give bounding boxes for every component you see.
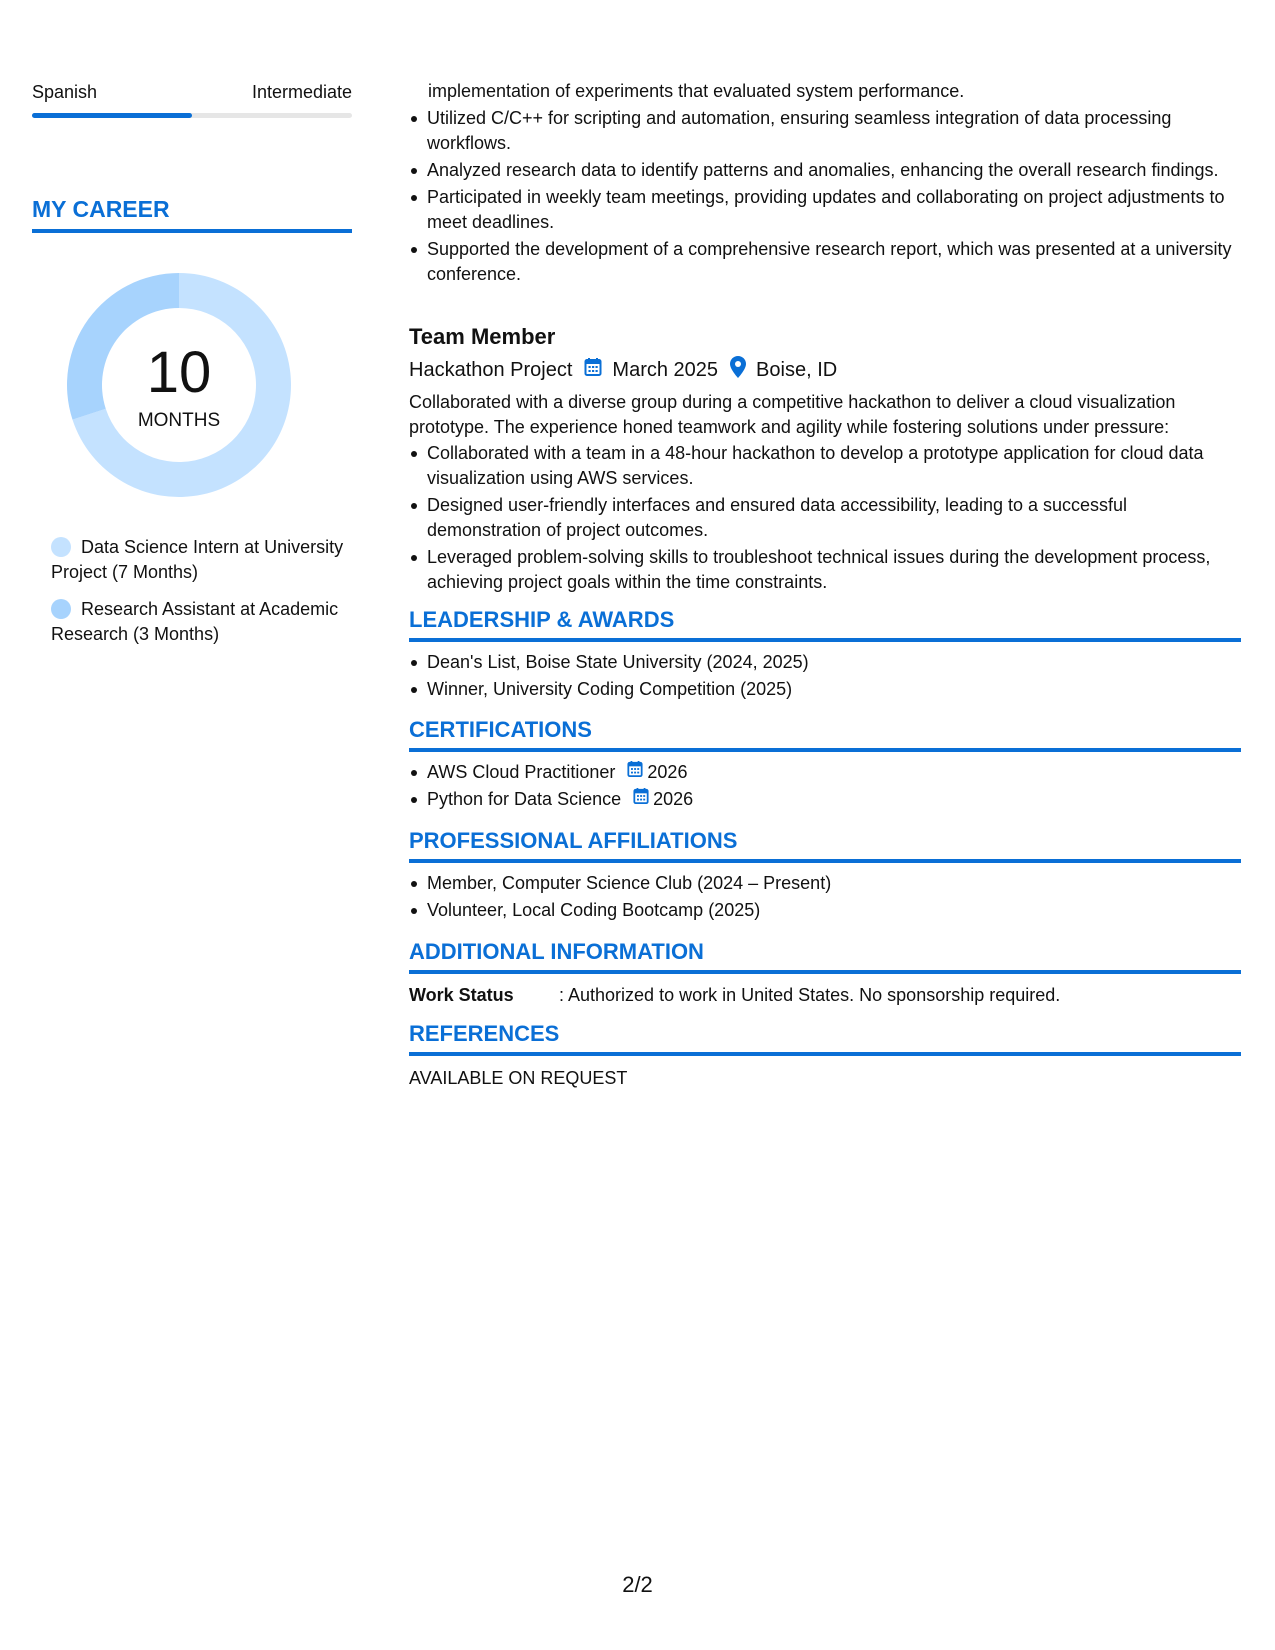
references-heading: REFERENCES [409, 1021, 1241, 1056]
additional-info-heading: ADDITIONAL INFORMATION [409, 939, 1241, 974]
career-total-number: 10 [146, 340, 212, 405]
list-item: Dean's List, Boise State University (2024, 2025) [427, 650, 1239, 675]
list-item: Designed user-friendly interfaces and ensured data accessibility, leading to a successful demonstration of project outcomes. [427, 493, 1239, 543]
job-title: Team Member [409, 324, 556, 349]
cert-name: Python for Data Science [427, 789, 622, 809]
calendar-icon [584, 357, 602, 383]
list-item: Participated in weekly team meetings, providing updates and collaborating on project adjustments to meet deadlines. [427, 185, 1239, 235]
calendar-icon [633, 787, 649, 812]
language-row [32, 82, 352, 103]
language-proficiency-fill [32, 113, 192, 118]
leadership-heading: LEADERSHIP & AWARDS [409, 607, 1241, 642]
legend-dot [51, 599, 71, 619]
list-item: Utilized C/C++ for scripting and automation, ensuring seamless integration of data processing workflows. [427, 106, 1239, 156]
job-meta [409, 356, 837, 384]
career-total-unit: MONTHS [137, 410, 221, 431]
career-legend-item [51, 535, 351, 585]
career-legend-text: Data Science Intern at University Project (7 Months) [51, 537, 344, 582]
job-summary: Collaborated with a diverse group during a competitive hackathon to deliver a cloud visualization prototype. The experience honed teamwork and agility while fostering solutions under pressure: [409, 392, 1176, 437]
list-item: Analyzed research data to identify patterns and anomalies, enhancing the overall research findings. [427, 158, 1239, 183]
job-location: Boise, ID [756, 358, 838, 381]
language-level: Intermediate [251, 82, 352, 102]
cert-year: 2026 [647, 762, 688, 782]
page-number: 2/2 [622, 1572, 653, 1597]
location-pin-icon [730, 356, 746, 384]
cert-year: 2026 [653, 789, 694, 809]
work-status-row [409, 985, 1060, 1006]
work-status-label: Work Status [409, 985, 514, 1005]
affiliations-heading: PROFESSIONAL AFFILIATIONS [409, 828, 1241, 863]
references-text: AVAILABLE ON REQUEST [409, 1068, 628, 1088]
list-item: Supported the development of a comprehensive research report, which was presented at a university conference. [427, 237, 1239, 287]
language-name: Spanish [32, 82, 98, 102]
list-item: Member, Computer Science Club (2024 – Present) [427, 871, 1239, 896]
calendar-icon [627, 760, 643, 785]
list-item [427, 760, 1239, 785]
career-heading: MY CAREER [32, 196, 352, 233]
list-item: Volunteer, Local Coding Bootcamp (2025) [427, 898, 1239, 923]
job-company: Hackathon Project [409, 358, 573, 381]
team-job-bullets [409, 441, 1239, 597]
career-donut-chart [66, 272, 292, 498]
language-proficiency-bar [32, 113, 352, 118]
certifications-list [409, 760, 1239, 814]
list-item: Leveraged problem-solving skills to troubleshoot technical issues during the development process, achieving project goals within the time constraints. [427, 545, 1239, 595]
prev-job-continuation: implementation of experiments that evaluated system performance. [428, 81, 965, 101]
list-item: Collaborated with a team in a 48-hour hackathon to develop a prototype application for cloud data visualization using AWS services. [427, 441, 1239, 491]
list-item: Winner, University Coding Competition (2025) [427, 677, 1239, 702]
list-item [427, 787, 1239, 812]
leadership-list [409, 650, 1239, 704]
job-date: March 2025 [612, 358, 719, 381]
legend-dot [51, 537, 71, 557]
work-status-value: : Authorized to work in United States. No sponsorship required. [559, 985, 1061, 1005]
prev-job-bullets [409, 106, 1239, 289]
cert-name: AWS Cloud Practitioner [427, 762, 616, 782]
career-legend-text: Research Assistant at Academic Research (3 Months) [51, 599, 339, 644]
certifications-heading: CERTIFICATIONS [409, 717, 1241, 752]
affiliations-list [409, 871, 1239, 925]
career-legend-item [51, 597, 351, 647]
